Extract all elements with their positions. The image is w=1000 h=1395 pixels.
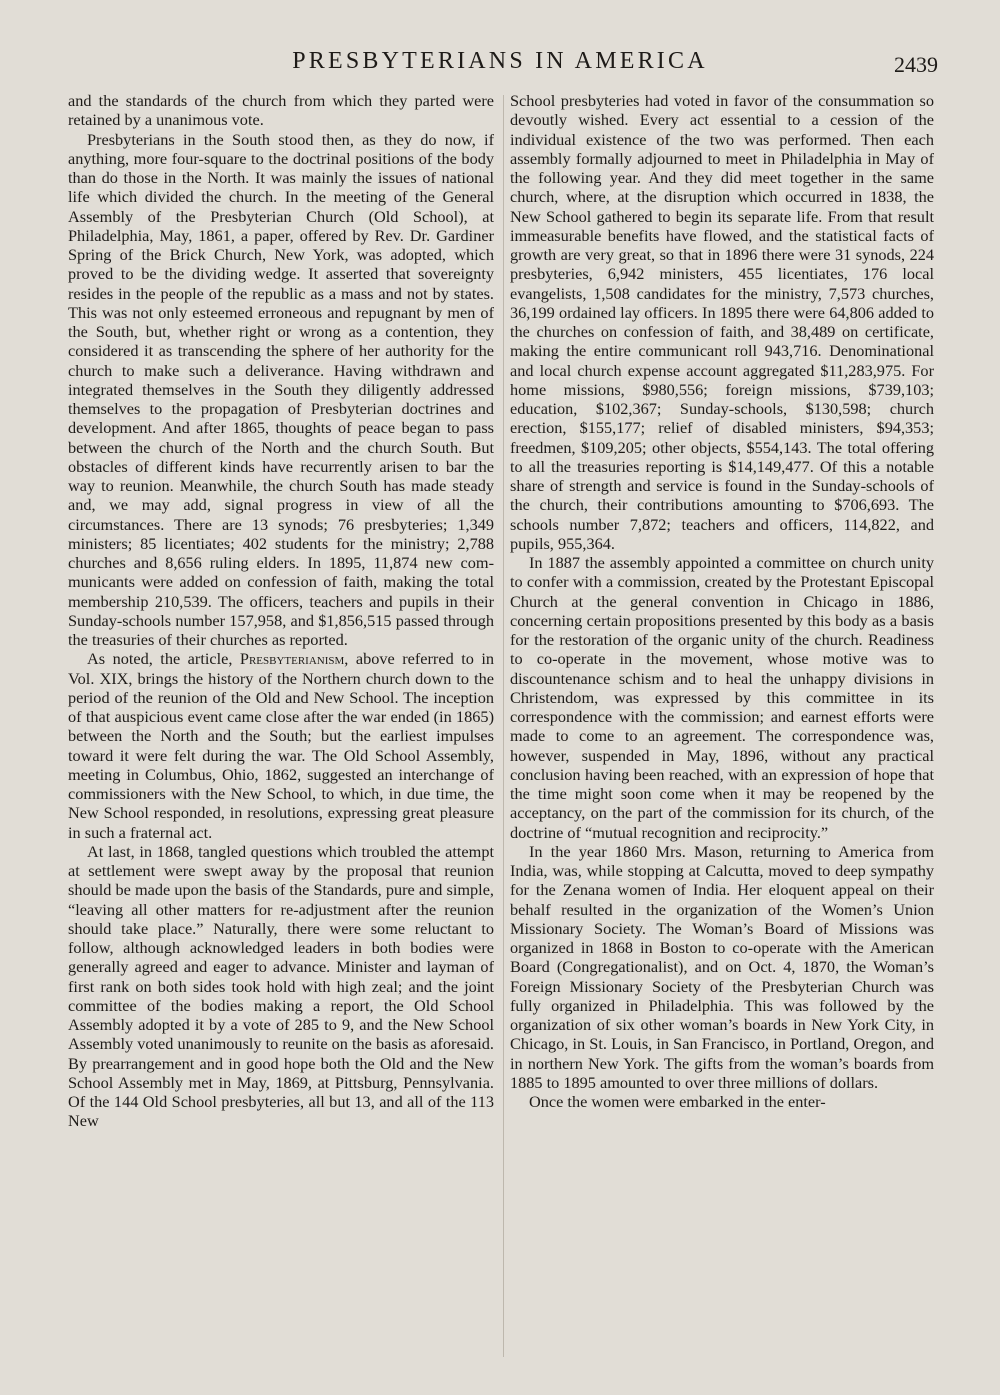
page-header: [66, 48, 938, 80]
running-head: PRESBYTERIANS IN AMERICA: [292, 48, 708, 74]
left-column: [68, 91, 494, 1371]
article-reference: Presbyterianism: [239, 649, 345, 669]
right-column: [510, 91, 934, 1371]
paragraph: and the standards of the church from which they parted were retained by a unanimous vote.: [68, 91, 494, 130]
page-number: 2439: [894, 52, 938, 77]
column-divider: [503, 95, 504, 1357]
paragraph: At last, in 1868, tangled questions which troubled the attempt at settlement were swept away by the proposal that reunion should be made upon the basis of the Standards, pure and simple, “leaving all other matters for re-adjustment after the reunion should take place.” Naturally, there were some reluctant to follow, although acknowledged leaders in both bodies were generally agreed and eager to advance. Minister and layman of first rank on both sides took hold with high zeal; and the joint committee of the bodies making a report, the Old School Assembly adopted it by a vote of 285 to 9, and the New School Assembly voted unanimously to reunite on the basis as aforesaid. By prearrangement and in good hope both the Old and the New School Assembly met in May, 1869, at Pittsburg, Pennsylvania. Of the 144 Old School presbyteries, all but 13, and all of the 113 New: [68, 841, 494, 1131]
paragraph: [68, 649, 494, 842]
paragraph: Once the women were embarked in the enter-: [529, 1092, 826, 1111]
paragraph-text: , above referred to in Vol. XIX, brings the history of the Northern church down to the period of the reunion of the Old and New School. The inception of that auspicious event came close after the war ended (in 1865) between the North and the South; but the earliest impulses toward it were felt during the war. The Old School Assembly, meeting in Columbus, Ohio, 1862, suggested an interchange of commissioners with the New School, to which, in due time, the New School responded, in resolutions, expressing great pleasure in such a fraternal act.: [68, 649, 494, 842]
paragraph: School presbyteries had voted in favor of the consummation so devoutly wished. Every act essential to a cession of the individual existence of the two was performed. Then each assembly formally adjourned to meet in Philadelphia in May of the following year. And they did meet together in the same church, where, at the disruption which occurred in 1838, the New School gathered to begin its separate life. From that result immeasurable benefits have flowed, and the statistical facts of growth are very great, so that in 1896 there were 31 synods, 224 presbyteries, 6,942 ministers, 455 licentiates, 176 local evangelists, 1,508 candidates for the ministry, 7,573 churches, 36,199 ordained lay officers. In 1895 there were 64,806 added to the churches on confession of faith, and 38,489 on certificate, making the entire communicant roll 943,716. Denominational and local church expense account aggregated $11,283,975. For home missions, $980,556; foreign missions, $739,103; education, $102,367; Sunday-schools, $130,598; church erection, $155,177; relief of disabled ministers, $94,353; freedmen, $109,205; other objects, $554,143. The total offering to all the treasuries reporting is $14,149,477. Of this a notable share of strength and service is found in the Sunday-schools of the church, their contributions amounting to $706,693. The schools number 7,872; teachers and officers, 114,822, and pupils, 955,364.: [510, 91, 934, 553]
paragraph-text: As noted, the article,: [87, 649, 240, 669]
paragraph: Presbyterians in the South stood then, as they do now, if anything, more four-square to the doctrinal positions of the body than do those in the North. It was mainly the issues of national life which divided the church. In the meeting of the General Assembly of the Presbyterian Church (Old School), at Philadelphia, May, 1861, a paper, offered by Rev. Dr. Gardiner Spring of the Brick Church, New York, was adopted, which proved to be the dividing wedge. It asserted that sovereignty resides in the people of the republic as a mass and not by states. This was not only esteemed erroneous and repugnant by men of the South, but, whether right or wrong as a contention, they considered it as transcending the sphere of her authority for the church to make such a deliverance. Having withdrawn and integrated themselves in the South they diligently addressed themselves to the propagation of Presbyterian doctrines and development. And after 1865, thoughts of peace began to pass between the church of the North and the church South. But obstacles of different kinds have recurrently arisen to bar the way to reunion. Meanwhile, the church South has made steady and, we may add, signal progress in view of all the circumstances. There are 13 synods; 76 presbyteries; 1,349 ministers; 85 licentiates; 402 students for the ministry; 2,788 churches and 8,656 ruling elders. In 1895, 11,874 new communicants were added on confession of faith, making the total membership 210,539. The officers, teachers and pupils in their Sunday-schools number 157,958, and $1,856,515 passed through the treasuries of their churches as reported.: [68, 129, 494, 649]
paragraph: In the year 1860 Mrs. Mason, returning to America from India, was, while stopping at Calcutta, moved to deep sympathy for the Zenana women of India. Her eloquent appeal on their behalf resulted in the organization of the Women’s Union Missionary Society. The Woman’s Board of Missions was organized in 1868 in Boston to co-operate with the American Board (Congregationalist), and on Oct. 4, 1870, the Woman’s Foreign Missionary Society of the Presbyterian Church was fully organized in Philadelphia. This was followed by the organization of six other woman’s boards in New York City, in Chicago, in St. Louis, in San Francisco, in Portland, Oregon, and in northern New York. The gifts from the woman’s boards from 1885 to 1895 amounted to over three millions of dollars.: [510, 841, 934, 1092]
paragraph: In 1887 the assembly appointed a committee on church unity to confer with a commission, created by the Protestant Episcopal Church at the general convention in Chicago in 1886, concerning certain propositions presented by this body as a basis for the restoration of the organic unity of the church. Readiness to co-operate in the movement, whose motive was to discountenance schism and to heal the unhappy divisions in Christendom, was expressed by this committee in its correspondence with the commission; and earnest efforts were made to come to an agreement. The correspondence was, however, suspended in May, 1896, without any practical conclusion having been reached, with an expression of hope that the time might soon come when it may be reopened by the acceptancy, on the part of the commission for its church, of the doctrine of “mutual recognition and reciprocity.”: [510, 553, 934, 842]
